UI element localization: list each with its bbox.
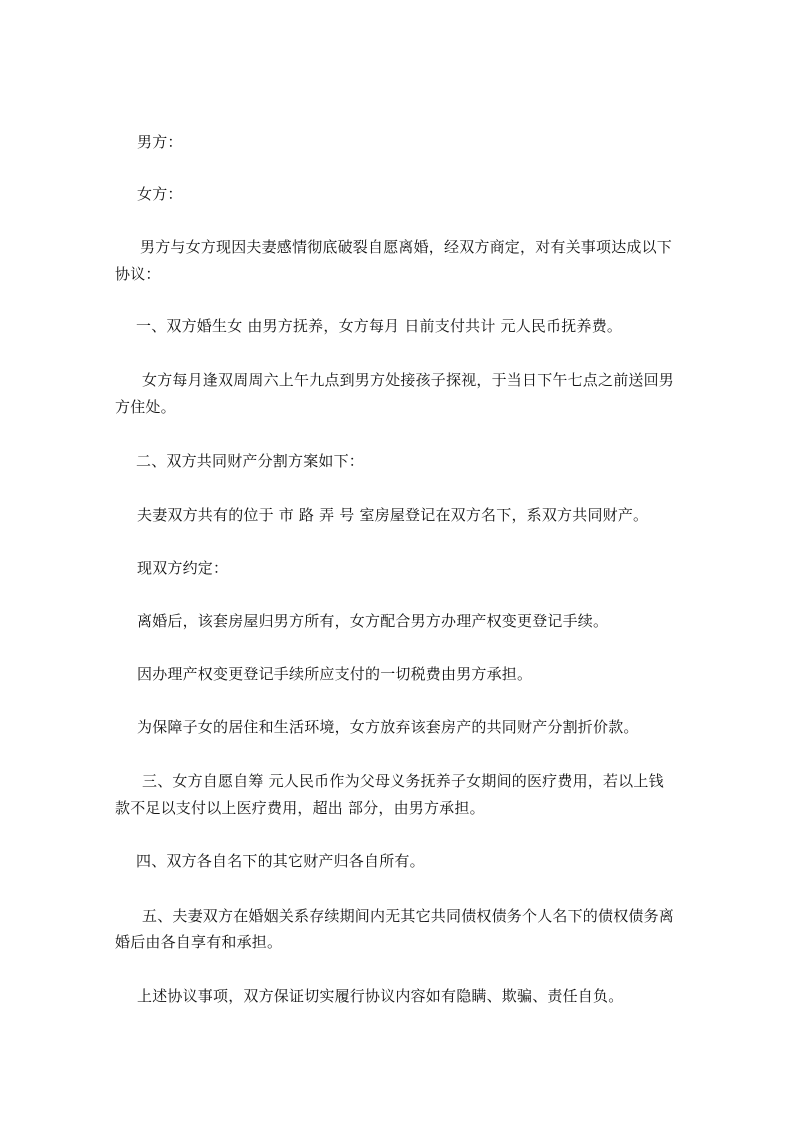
clause-five-line1: 五、夫妻双方在婚姻关系存续期间内无其它共同债权债务个人名下的债权债务离: [142, 907, 675, 925]
clause-one: 一、双方婚生女 由男方抚养，女方每月 日前支付共计 元人民币抚养费。: [136, 317, 623, 335]
visitation-line2: 方住处。: [115, 398, 176, 416]
closing-statement: 上述协议事项，双方保证切实履行协议内容如有隐瞒、欺骗、责任自负。: [137, 987, 624, 1005]
clause-three-line1: 三、女方自愿自筹 元人民币作为父母义务抚养子女期间的医疗费用，若以上钱: [142, 772, 664, 790]
agreement-intro: 现双方约定：: [137, 559, 229, 577]
tax-fees: 因办理产权变更登记手续所应支付的一切税费由男方承担。: [137, 665, 533, 683]
party-male-label: 男方：: [137, 133, 183, 151]
child-housing-guarantee: 为保障子女的居住和生活环境，女方放弃该套房产的共同财产分割折价款。: [137, 718, 639, 736]
party-female-label: 女方：: [137, 185, 183, 203]
intro-paragraph-line1: 男方与女方现因夫妻感情彻底破裂自愿离婚，经双方商定，对有关事项达成以下: [140, 238, 673, 256]
intro-paragraph-line2: 协议：: [115, 265, 161, 283]
clause-three-line2: 款不足以支付以上医疗费用，超出 部分，由男方承担。: [115, 799, 485, 817]
visitation-line1: 女方每月逢双周周六上午九点到男方处接孩子探视，于当日下午七点之前送回男: [142, 371, 675, 389]
clause-four: 四、双方各自名下的其它财产归各自所有。: [136, 852, 425, 870]
house-ownership: 离婚后，该套房屋归男方所有，女方配合男方办理产权变更登记手续。: [137, 612, 609, 630]
clause-five-line2: 婚后由各自享有和承担。: [115, 933, 283, 951]
property-description: 夫妻双方共有的位于 市 路 弄 号 室房屋登记在双方名下，系双方共同财产。: [137, 506, 649, 524]
clause-two-heading: 二、双方共同财产分割方案如下：: [136, 452, 365, 470]
